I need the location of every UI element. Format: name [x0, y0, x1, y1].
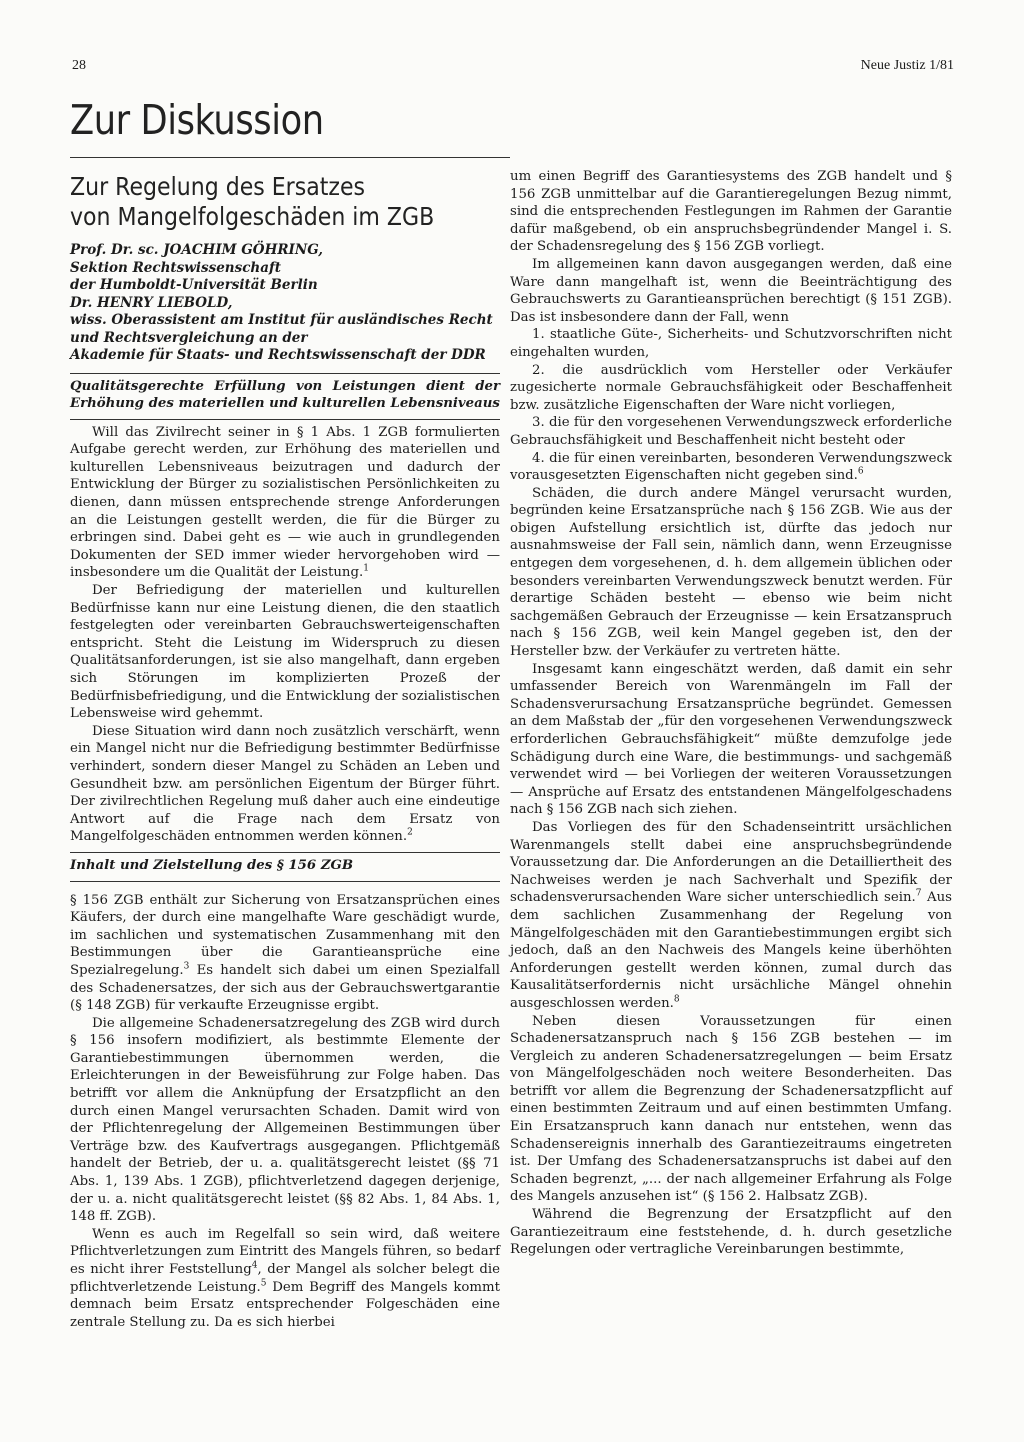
- body-paragraph: Im allgemeinen kann davon ausgegangen werden, daß eine Ware dann mangelhaft ist, wenn die Beeinträchtigung des Gebrauchswerts zu Garantieansprüchen berechtigt (§ 151 ZGB). Das ist insbesondere dann der Fall, wenn: [510, 256, 952, 325]
- body-paragraph: Wenn es auch im Regelfall so sein wird, daß weitere Pflichtverletzungen zum Eintritt des Mangels führen, so bedarf es nicht ihrer Feststellung$^4$, der Mangel als solcher belegt die pflichtverletzende Leistung.$^5$ Dem Begriff des Mangels kommt demnach beim Ersatz entsprechender Folgeschäden eine zentrale Stellung zu. Da es sich hierbei: [70, 1226, 500, 1330]
- author-line: der Humboldt-Universität Berlin: [70, 277, 318, 293]
- author-line: und Rechtsvergleichung an der: [70, 329, 308, 346]
- section-rule: [70, 157, 510, 158]
- footnote-ref: 8: [673, 994, 680, 1005]
- body-paragraph: Während die Begrenzung der Ersatzpflicht auf den Garantiezeitraum eine feststehende, d. h. durch gesetzliche Regelungen oder vertragliche Vereinbarungen bestimmte,: [510, 1207, 952, 1258]
- body-paragraph: Schäden, die durch andere Mängel verursacht wurden, begründen keine Ersatzansprüche nach § 156 ZGB. Wie aus der obigen Aufstellung ersichtlich ist, dürfte das jedoch nur ausnahmsweise der Fall sein, nämlich dann, wenn Erzeugnisse entgegen dem vorgesehenen, d. h. dem allgemein üblichen oder besonders vereinbarten Verwendungszweck benutzt werden. Für derartige Schäden besteht — ebenso wie beim nicht sachgemäßen Gebrauch der Erzeugnisse — kein Ersatzanspruch nach § 156 ZGB, weil kein Mangel gegeben ist, den der Hersteller bzw. der Verkäufer zu vertreten hätte.: [510, 485, 952, 660]
- left-column: [70, 160, 500, 1331]
- journal-issue: Neue Justiz 1/81: [860, 58, 954, 73]
- article-title-line-2: von Mangelfolgeschäden im ZGB: [70, 202, 435, 231]
- body-paragraph: Die allgemeine Schadenersatzregelung des ZGB wird durch § 156 insofern modifiziert, als bestimmte Elemente der Garantiebestimmungen übernommen werden, die Erleichterungen in der Beweisführung zur Folge haben. Das betrifft vor allem die Anknüpfung der Ersatzpflicht an den durch einen Mangel verursachten Schaden. Damit wird von der Pflichtenregelung der Allgemeinen Bestimmungen über Verträge bzw. des Kaufvertrags ausgegangen. Pflichtgemäß handelt der Betrieb, der u. a. qualitätsgerecht leistet (§§ 71 Abs. 1, 139 Abs. 1 ZGB), pflichtverletzend dagegen derjenige, der u. a. nicht qualitätsgerecht leistet (§§ 82 Abs. 1, 84 Abs. 1, 148 ff. ZGB).: [70, 1015, 500, 1225]
- author-block: [70, 242, 500, 365]
- list-item: 1. staatliche Güte-, Sicherheits- und Schutzvorschriften nicht eingehalten wurden,: [510, 327, 952, 360]
- article-title-line-1: Zur Regelung des Ersatzes: [70, 172, 366, 201]
- author-line: Prof. Dr. sc. JOACHIM GÖHRING,: [70, 242, 323, 258]
- article-title: [70, 172, 493, 232]
- author-line: Dr. HENRY LIEBOLD,: [70, 294, 233, 311]
- page-number: 28: [72, 58, 86, 73]
- footnote-ref: 4: [251, 1260, 258, 1271]
- section-heading-rule-bottom: [70, 881, 500, 882]
- author-line: Akademie für Staats- und Rechtswissenschaft der DDR: [70, 347, 486, 363]
- body-paragraph: Das Vorliegen des für den Schadenseintritt ursächlichen Warenmangels stellt dabei eine anspruchsbegründende Voraussetzung dar. Die Anforderungen an die Detailliertheit des Nachweises werden je nach Sachverhalt und Spezifik der schadensverursachenden Ware sicher unterschiedlich sein.$^7$ Aus dem sachlichen Zusammenhang der Regelung von Mängelfolgeschäden mit den Garantiebestimmungen ergibt sich jedoch, daß an den Nachweis des Mangels keine überhöhten Anforderungen gestellt werden können, zumal durch das Kausalitätserfordernis nicht ursächliche Mängel ohnehin ausgeschlossen werden.$^8$: [510, 819, 952, 1011]
- author-line: wiss. Oberassistent am Institut für ausländisches Recht: [70, 312, 493, 328]
- footnote-ref: 3: [183, 961, 190, 972]
- body-paragraph: Diese Situation wird dann noch zusätzlich verschärft, wenn ein Mangel nicht nur die Befriedigung bestimmter Bedürfnisse verhindert, sondern dieser Mangel zu Schäden an Leben und Gesundheit bzw. am persönlichen Eigentum der Bürger führt. Der zivilrechtlichen Regelung muß daher auch eine eindeutige Antwort auf die Frage nach dem Ersatz von Mangelfolgeschäden entnommen werden können.$^2$: [70, 723, 500, 845]
- right-column: [510, 168, 952, 1259]
- lead-heading: Qualitätsgerechte Erfüllung von Leistungen dient der Erhöhung des materiellen und kulturellen Lebensniveaus: [70, 378, 500, 412]
- body-paragraph: Insgesamt kann eingeschätzt werden, daß damit ein sehr umfassender Bereich von Warenmängeln im Fall der Schadensverursachung Ersatzansprüche begründet. Gemessen an dem Maßstab der „für den vorgesehenen Verwendungszweck erforderlichen Gebrauchsfähigkeit“ müßte demzufolge jede Schädigung durch eine Ware, die bestimmungs- und sachgemäß verwendet wird — bei Vorliegen der weiteren Voraussetzungen — Ansprüche auf Ersatz des entstandenen Mängelfolgeschadens nach § 156 ZGB nach sich ziehen.: [510, 661, 952, 818]
- section-heading-rule-top: [70, 852, 500, 853]
- section-title: Zur Diskussion: [70, 96, 324, 144]
- lead-rule-top: [70, 373, 500, 374]
- list-item: 2. die ausdrücklich vom Hersteller oder Verkäufer zugesicherte normale Gebrauchsfähigkeit oder Beschaffenheit bzw. zusätzliche Eigenschaften der Ware nicht vorliegen,: [510, 362, 952, 413]
- list-item: 4. die für einen vereinbarten, besonderen Verwendungszweck vorausgesetzten Eigenschaften nicht gegeben sind.$^6$: [510, 450, 952, 484]
- footnote-ref: 6: [857, 466, 864, 477]
- body-paragraph: Neben diesen Voraussetzungen für einen Schadenersatzanspruch nach § 156 ZGB bestehen — im Vergleich zu anderen Schadenersatzregelungen — beim Ersatz von Mängelfolgeschäden noch weitere Besonderheiten. Das betrifft vor allem die Begrenzung der Schadenersatzpflicht auf einen bestimmten Zeitraum und auf einen bestimmten Umfang. Ein Ersatzanspruch kann danach nur entstehen, wenn das Schadensereignis innerhalb des Garantiezeitraums eingetreten ist. Der Umfang des Schadenersatzanspruchs ist dabei auf den Schaden begrenzt, „... der nach allgemeiner Erfahrung als Folge des Mangels anzusehen ist“ (§ 156 2. Halbsatz ZGB).: [510, 1013, 952, 1205]
- section-heading: Inhalt und Zielstellung des § 156 ZGB: [70, 857, 354, 873]
- footnote-ref: 5: [260, 1278, 267, 1289]
- body-paragraph: Der Befriedigung der materiellen und kulturellen Bedürfnisse kann nur eine Leistung dienen, die den staatlich festgelegten oder vereinbarten Gebrauchswerteigenschaften entspricht. Steht die Leistung im Widerspruch zu diesen Qualitätsanforderungen, ist sie also mangelhaft, dann ergeben sich Störungen im komplizierten Prozeß der Bedürfnisbefriedigung, und die Entwicklung der sozialistischen Lebensweise wird gehemmt.: [70, 583, 500, 722]
- conditions-list: [510, 326, 952, 484]
- body-paragraph: § 156 ZGB enthält zur Sicherung von Ersatzansprüchen eines Käufers, der durch eine mangelhafte Ware geschädigt wurde, im sachlichen und systematischen Zusammenhang mit den Bestimmungen über die Garantieansprüche eine Spezialregelung.$^3$ Es handelt sich dabei um einen Spezialfall des Schadenersatzes, der sich aus der Gebrauchswertgarantie (§ 148 ZGB) für verkaufte Erzeugnisse ergibt.: [70, 892, 500, 1014]
- list-item: 3. die für den vorgesehenen Verwendungszweck erforderliche Gebrauchsfähigkeit und Beschaffenheit nicht besteht oder: [510, 415, 952, 448]
- footnote-ref: 7: [915, 888, 922, 899]
- author-line: Sektion Rechtswissenschaft: [70, 259, 282, 276]
- body-paragraph: um einen Begriff des Garantiesystems des ZGB handelt und § 156 ZGB unmittelbar auf die Garantieregelungen Bezug nimmt, sind die entsprechenden Festlegungen im Rahmen der Garantie dafür maßgebend, ob ein anspruchsbegründender Mangel i. S. der Schadensregelung des § 156 ZGB vorliegt.: [510, 169, 952, 255]
- page-header: [72, 58, 954, 80]
- footnote-ref: 2: [407, 827, 413, 838]
- footnote-ref: 1: [363, 564, 369, 575]
- lead-rule-bottom: [70, 419, 500, 420]
- body-paragraph: Will das Zivilrecht seiner in § 1 Abs. 1 ZGB formulierten Aufgabe gerecht werden, zur Erhöhung des materiellen und kulturellen Lebensniveaus beizutragen und dadurch der Entwicklung der Bürger zu sozialistischen Persönlichkeiten zu dienen, dann müssen entsprechende strenge Anforderungen an die Leistungen gestellt werden, die für die Bürger zu erbringen sind. Dabei geht es — wie auch in grundlegenden Dokumenten der SED immer wieder hervorgehoben wird — insbesondere um die Qualität der Leistung.$^1$: [70, 424, 500, 581]
